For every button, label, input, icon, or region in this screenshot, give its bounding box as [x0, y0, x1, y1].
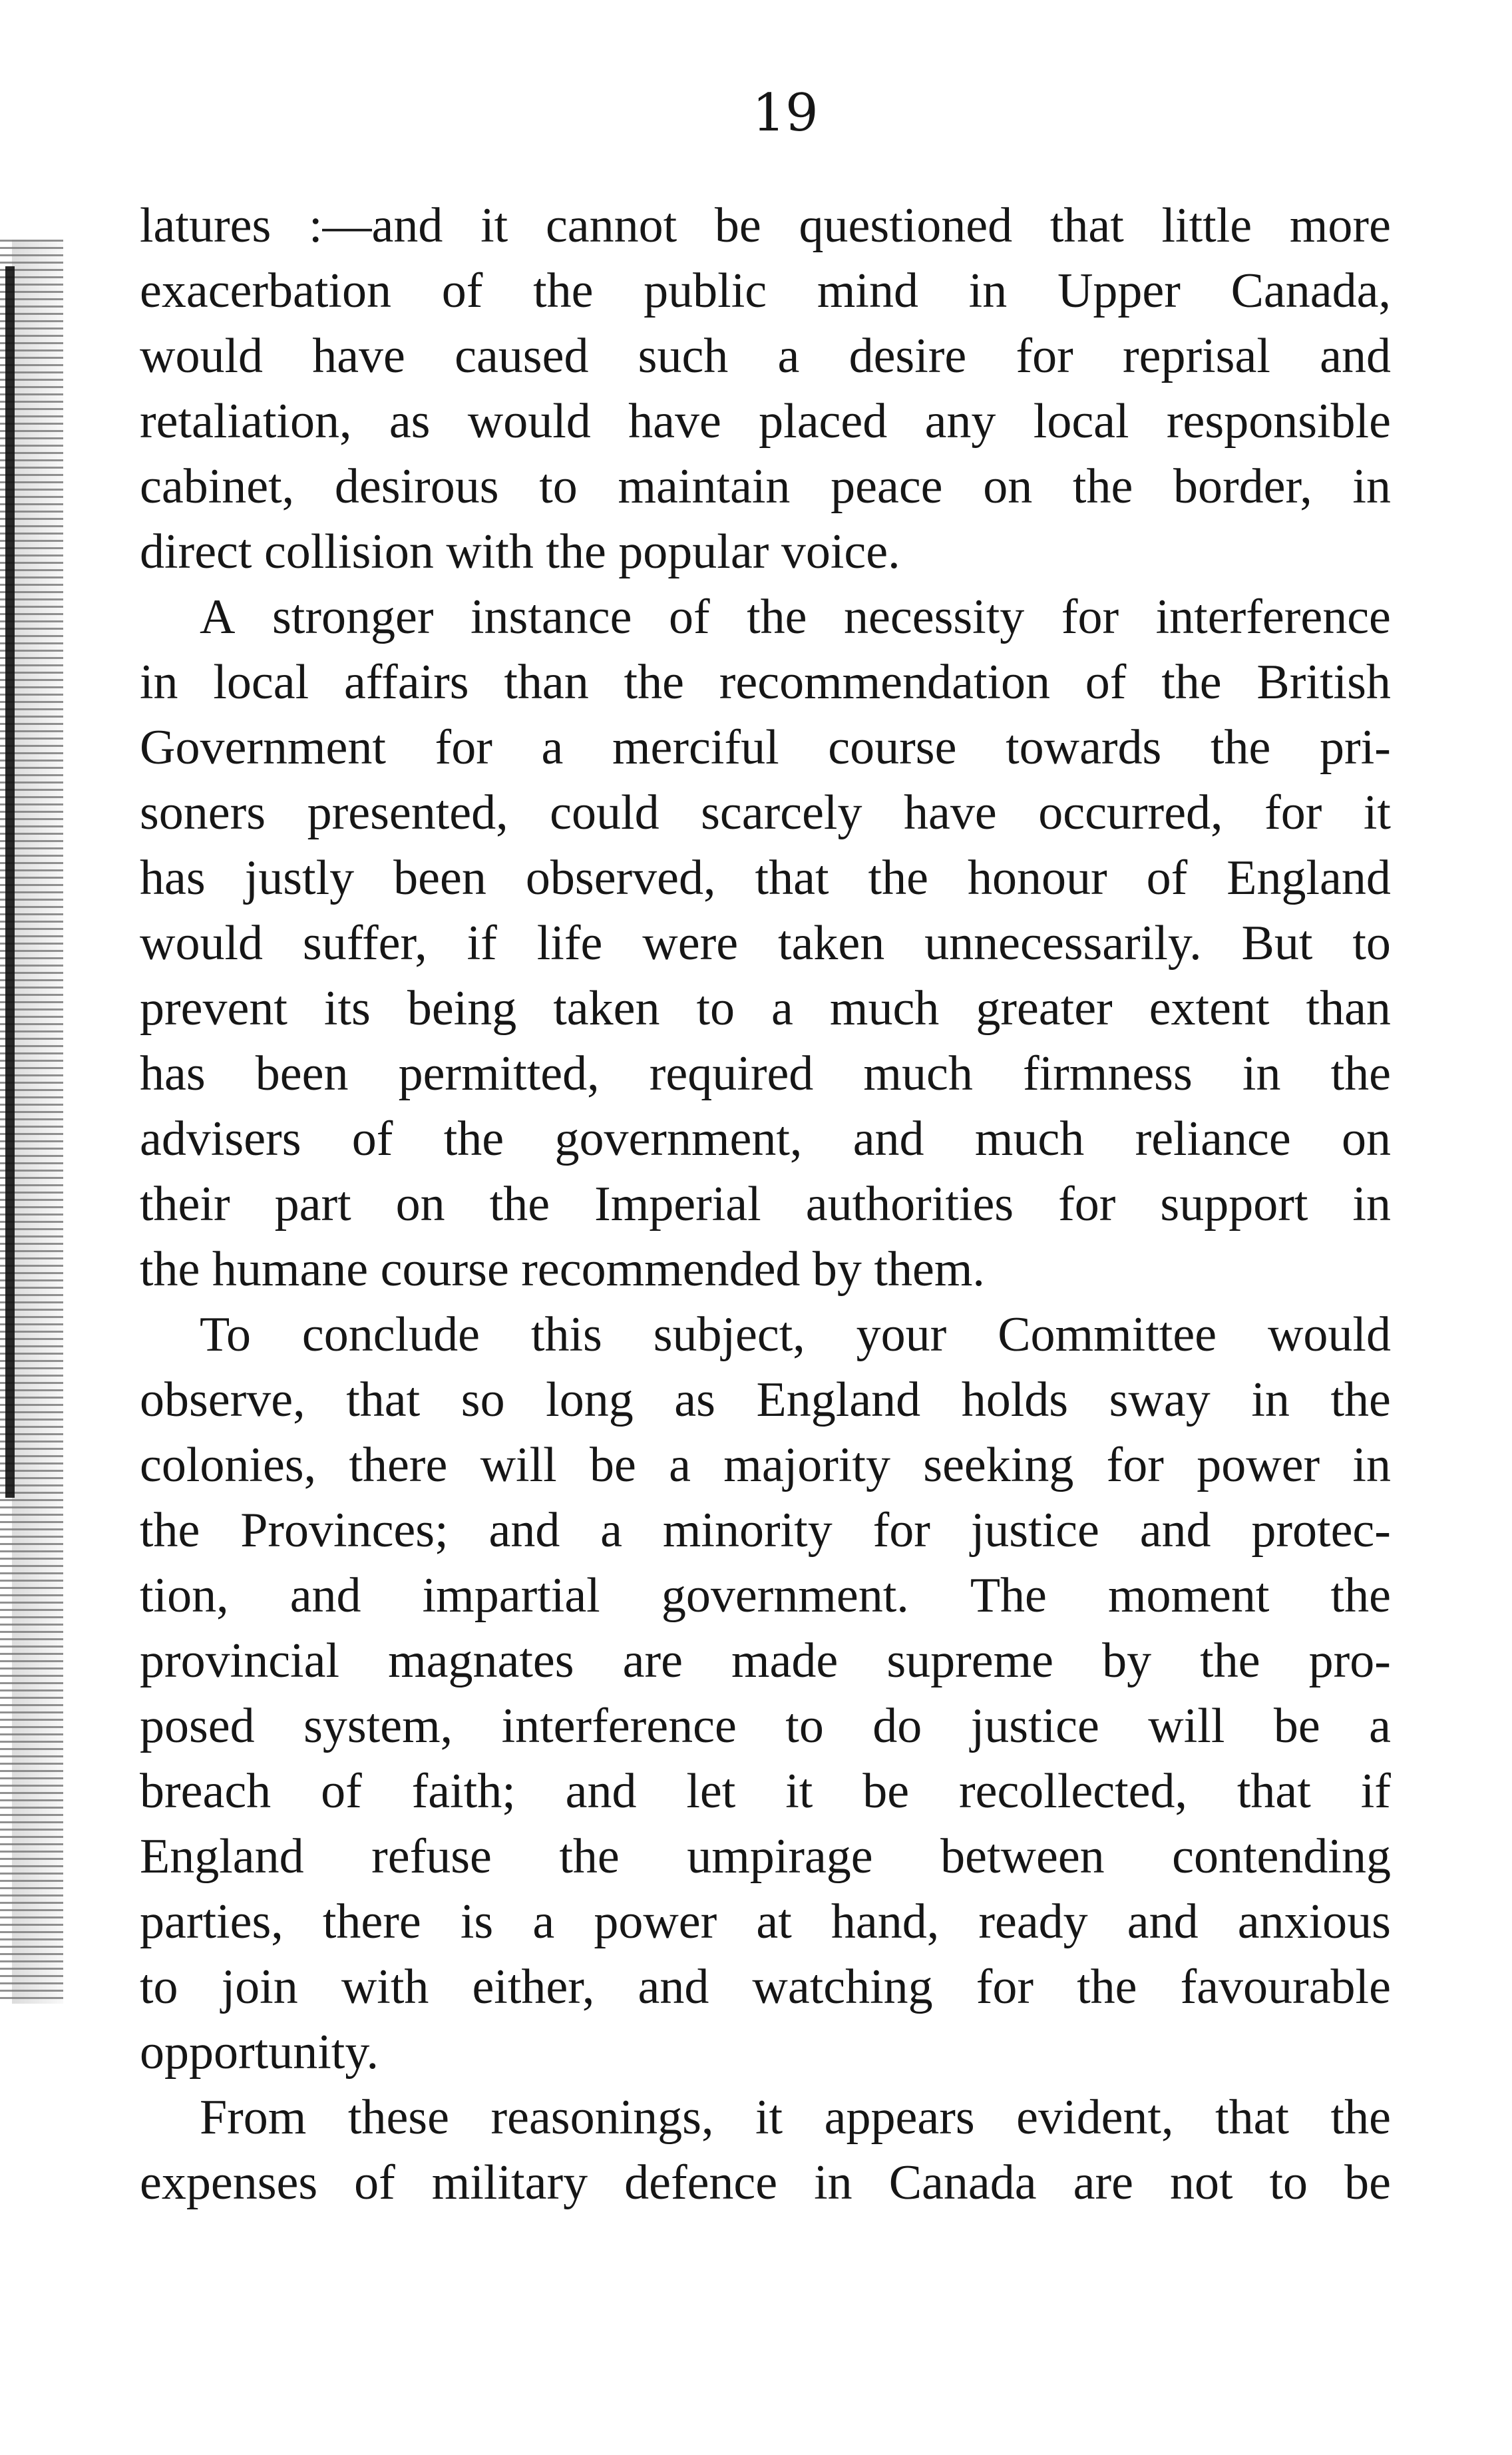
word: majority: [723, 1438, 890, 1492]
word: for: [1106, 1438, 1164, 1492]
word: has: [140, 851, 206, 905]
word: is: [460, 1895, 494, 1949]
word: and: [1320, 329, 1391, 383]
word: the: [1161, 655, 1222, 710]
word: it: [480, 198, 508, 253]
word: placed: [759, 394, 888, 449]
word: interference: [501, 1699, 737, 1753]
word: much: [974, 1112, 1085, 1166]
word: the: [443, 1112, 504, 1166]
word: merciful: [612, 720, 779, 775]
word: reprisal: [1122, 329, 1270, 383]
word: and: [638, 1960, 709, 2014]
word: that: [1049, 198, 1124, 253]
body-text: [140, 193, 1391, 2215]
word: been: [393, 851, 486, 905]
word: Government: [140, 720, 386, 775]
word: justice: [970, 1503, 1099, 1558]
word: pro-: [1308, 1634, 1391, 1688]
text-line: [140, 1824, 1391, 1889]
word: will: [1148, 1699, 1225, 1753]
text-line: [140, 324, 1391, 389]
word: life: [536, 916, 603, 971]
binding-edge-line: [5, 266, 15, 1498]
word: government,: [554, 1112, 803, 1166]
word: honour: [967, 851, 1107, 905]
text-line: [140, 1563, 1391, 1628]
word: the: [489, 1177, 550, 1231]
word: the: [747, 590, 807, 644]
word: being: [407, 981, 517, 1036]
word: exacerbation: [140, 264, 391, 318]
word: England: [1227, 851, 1391, 905]
word: the: [533, 264, 594, 318]
word: greater: [976, 981, 1113, 1036]
text-line: [140, 2085, 1391, 2150]
text-line: [140, 1106, 1391, 1172]
text-line: [140, 1889, 1391, 1954]
word: that: [755, 851, 829, 905]
word: subject,: [653, 1307, 805, 1362]
word: observed,: [525, 851, 716, 905]
word: to: [539, 459, 578, 514]
word: of: [354, 2155, 395, 2210]
text-line: [140, 1041, 1391, 1106]
text-line: [140, 2150, 1391, 2215]
word: in: [1352, 459, 1391, 514]
word: ready: [978, 1895, 1088, 1949]
text-line: [140, 715, 1391, 780]
word: their: [140, 1177, 230, 1231]
word: has: [140, 1046, 206, 1101]
word: power: [1197, 1438, 1320, 1492]
word: to: [785, 1699, 824, 1753]
word: in: [1352, 1438, 1391, 1492]
word: for: [976, 1960, 1034, 2014]
text-line: [140, 1172, 1391, 1237]
word: of: [668, 590, 710, 644]
word: there: [322, 1895, 421, 1949]
word: Committee: [998, 1307, 1217, 1362]
word: soners: [140, 785, 266, 840]
word: parties,: [140, 1895, 284, 1949]
word: moment: [1107, 1568, 1270, 1623]
word: required: [649, 1046, 814, 1101]
text-line: [140, 1367, 1391, 1433]
word: for: [1058, 1177, 1116, 1231]
word: scarcely: [701, 785, 862, 840]
text-line: [140, 1498, 1391, 1563]
text-line: [140, 519, 1391, 584]
word: colonies,: [140, 1438, 317, 1492]
line-text: the humane course recommended by them.: [140, 1242, 985, 1297]
word: cabinet,: [140, 459, 295, 514]
word: be: [1273, 1699, 1320, 1753]
word: conclude: [301, 1307, 480, 1362]
word: minority: [662, 1503, 833, 1558]
word: England: [756, 1373, 921, 1427]
word: at: [756, 1895, 792, 1949]
word: latures: [140, 198, 272, 253]
word: do: [872, 1699, 922, 1753]
word: that: [346, 1373, 421, 1427]
word: To: [200, 1307, 252, 1362]
text-line: [140, 1302, 1391, 1367]
word: between: [940, 1829, 1105, 1884]
word: extent: [1149, 981, 1270, 1036]
word: a: [541, 720, 564, 775]
word: the: [1330, 1373, 1391, 1427]
word: From: [200, 2090, 307, 2145]
word: peace: [831, 459, 943, 514]
word: hand,: [831, 1895, 940, 1949]
word: of: [1085, 655, 1127, 710]
word: if: [1360, 1764, 1391, 1819]
word: towards: [1006, 720, 1162, 775]
word: caused: [455, 329, 589, 383]
word: to: [696, 981, 735, 1036]
word: responsible: [1166, 394, 1391, 449]
word: a: [532, 1895, 555, 1949]
word: in: [1251, 1373, 1290, 1427]
page-number: 19: [752, 83, 819, 143]
word: to: [1352, 916, 1391, 971]
word: it: [755, 2090, 783, 2145]
word: anxious: [1237, 1895, 1391, 1949]
word: justly: [244, 851, 355, 905]
word: would: [140, 916, 263, 971]
word: than: [1306, 981, 1391, 1036]
text-line: [140, 1954, 1391, 2020]
word: recommendation: [719, 655, 1050, 710]
word: join: [221, 1960, 298, 2014]
word: authorities: [805, 1177, 1014, 1231]
word: posed: [140, 1699, 255, 1753]
word: to: [1269, 2155, 1308, 2210]
word: for: [1016, 329, 1073, 383]
word: support: [1160, 1177, 1308, 1231]
word: by: [1102, 1634, 1152, 1688]
word: to: [140, 1960, 178, 2014]
word: provincial: [140, 1634, 340, 1688]
text-line: [140, 650, 1391, 715]
word: military: [431, 2155, 588, 2210]
text-line: [140, 193, 1391, 258]
word: are: [1073, 2155, 1133, 2210]
word: Canada: [888, 2155, 1037, 2210]
text-line: [140, 780, 1391, 845]
word: Canada,: [1230, 264, 1391, 318]
text-line: [140, 1237, 1391, 1302]
word: reliance: [1135, 1112, 1291, 1166]
text-line: [140, 845, 1391, 911]
word: on: [395, 1177, 445, 1231]
word: British: [1256, 655, 1391, 710]
text-line: [140, 389, 1391, 454]
word: affairs: [343, 655, 469, 710]
word: border,: [1173, 459, 1312, 514]
word: maintain: [618, 459, 791, 514]
word: a: [669, 1438, 691, 1492]
word: not: [1169, 2155, 1233, 2210]
word: with: [341, 1960, 429, 2014]
word: much: [863, 1046, 973, 1101]
text-line: [140, 1433, 1391, 1498]
word: impartial: [422, 1568, 600, 1623]
word: be: [714, 198, 761, 253]
word: would: [467, 394, 591, 449]
word: breach: [140, 1764, 272, 1819]
word: of: [1146, 851, 1188, 905]
word: than: [504, 655, 589, 710]
word: the: [624, 655, 684, 710]
word: cannot: [545, 198, 677, 253]
word: of: [321, 1764, 362, 1819]
word: the: [1072, 459, 1133, 514]
word: mind: [817, 264, 918, 318]
word: taken: [553, 981, 660, 1036]
word: unnecessarily.: [924, 916, 1202, 971]
word: been: [255, 1046, 349, 1101]
word: long: [546, 1373, 634, 1427]
word: necessity: [844, 590, 1025, 644]
word: permitted,: [398, 1046, 600, 1101]
word: refuse: [371, 1829, 492, 1884]
word: have: [628, 394, 721, 449]
word: England: [140, 1829, 304, 1884]
word: recollected,: [958, 1764, 1187, 1819]
word: interference: [1155, 590, 1391, 644]
word: in: [968, 264, 1008, 318]
word: magnates: [388, 1634, 574, 1688]
word: taken: [777, 916, 885, 971]
word: be: [862, 1764, 910, 1819]
word: and: [565, 1764, 637, 1819]
line-text: direct collision with the popular voice.: [140, 525, 900, 579]
word: this: [530, 1307, 602, 1362]
word: public: [644, 264, 767, 318]
word: advisers: [140, 1112, 301, 1166]
word: suffer,: [302, 916, 427, 971]
word: power: [594, 1895, 717, 1949]
word: the: [868, 851, 928, 905]
word: let: [686, 1764, 736, 1819]
word: its: [323, 981, 371, 1036]
word: watching: [752, 1960, 933, 2014]
word: any: [924, 394, 996, 449]
word: would: [140, 329, 263, 383]
word: evident,: [1016, 2090, 1174, 2145]
word: pri-: [1320, 720, 1391, 775]
word: such: [638, 329, 729, 383]
word: the: [1200, 1634, 1260, 1688]
word: But: [1241, 916, 1313, 971]
word: it: [785, 1764, 813, 1819]
word: Imperial: [594, 1177, 761, 1231]
word: the: [1330, 2090, 1391, 2145]
word: for: [435, 720, 492, 775]
word: much: [829, 981, 940, 1036]
word: desire: [849, 329, 967, 383]
word: as: [674, 1373, 715, 1427]
word: little: [1161, 198, 1252, 253]
word: a: [1369, 1699, 1391, 1753]
word: it: [1363, 785, 1391, 840]
word: desirous: [334, 459, 499, 514]
text-line: [140, 258, 1391, 324]
word: that: [1236, 1764, 1311, 1819]
word: in: [1242, 1046, 1281, 1101]
word: supreme: [886, 1634, 1054, 1688]
text-line: [140, 1759, 1391, 1824]
word: if: [467, 916, 497, 971]
word: and: [289, 1568, 361, 1623]
word: course: [828, 720, 957, 775]
word: reasonings,: [490, 2090, 714, 2145]
word: part: [274, 1177, 351, 1231]
word: local: [213, 655, 309, 710]
word: a: [600, 1503, 623, 1558]
word: and: [852, 1112, 924, 1166]
word: are: [622, 1634, 683, 1688]
word: local: [1033, 394, 1129, 449]
word: on: [983, 459, 1033, 514]
word: holds: [961, 1373, 1069, 1427]
word: the: [1077, 1960, 1137, 2014]
word: these: [347, 2090, 449, 2145]
word: and: [1139, 1503, 1211, 1558]
text-line: [140, 584, 1391, 650]
word: occurred,: [1038, 785, 1223, 840]
word: retaliation,: [140, 394, 352, 449]
word: presented,: [307, 785, 508, 840]
word: defence: [624, 2155, 778, 2210]
word: firmness: [1022, 1046, 1193, 1101]
word: prevent: [140, 981, 287, 1036]
word: Upper: [1057, 264, 1181, 318]
word: The: [970, 1568, 1047, 1623]
word: be: [1344, 2155, 1391, 2210]
word: of: [441, 264, 483, 318]
word: favourable: [1180, 1960, 1391, 2014]
word: could: [550, 785, 660, 840]
word: sway: [1109, 1373, 1211, 1427]
text-line: [140, 2020, 1391, 2085]
word: that: [1215, 2090, 1289, 2145]
text-line: [140, 1628, 1391, 1693]
word: more: [1289, 198, 1391, 253]
word: the: [1330, 1568, 1391, 1623]
word: a: [777, 329, 800, 383]
word: for: [872, 1503, 930, 1558]
word: have: [312, 329, 405, 383]
word: the: [1330, 1046, 1391, 1101]
text-line: [140, 1693, 1391, 1759]
word: were: [642, 916, 739, 971]
word: have: [904, 785, 997, 840]
word: observe,: [140, 1373, 305, 1427]
text-line: [140, 454, 1391, 519]
word: the: [140, 1503, 200, 1558]
word: your: [856, 1307, 947, 1362]
word: justice: [970, 1699, 1099, 1753]
text-line: [140, 976, 1391, 1041]
word: expenses: [140, 2155, 318, 2210]
word: seeking: [923, 1438, 1074, 1492]
word: Provinces;: [240, 1503, 449, 1558]
word: a: [771, 981, 793, 1036]
line-text: opportunity.: [140, 2025, 379, 2080]
word: be: [589, 1438, 636, 1492]
word: in: [1352, 1177, 1391, 1231]
word: system,: [303, 1699, 453, 1753]
word: for: [1264, 785, 1322, 840]
word: instance: [470, 590, 632, 644]
word: as: [389, 394, 431, 449]
word: :—and: [308, 198, 443, 253]
word: in: [814, 2155, 852, 2210]
word: questioned: [799, 198, 1013, 253]
word: made: [731, 1634, 839, 1688]
word: appears: [824, 2090, 975, 2145]
word: contending: [1172, 1829, 1391, 1884]
word: on: [1342, 1112, 1391, 1166]
word: in: [140, 655, 178, 710]
word: there: [349, 1438, 448, 1492]
word: government.: [661, 1568, 909, 1623]
word: tion,: [140, 1568, 229, 1623]
word: of: [351, 1112, 393, 1166]
word: would: [1267, 1307, 1391, 1362]
word: umpirage: [687, 1829, 873, 1884]
word: either,: [472, 1960, 595, 2014]
word: protec-: [1251, 1503, 1391, 1558]
word: the: [1211, 720, 1271, 775]
word: A: [200, 590, 236, 644]
word: for: [1061, 590, 1119, 644]
word: faith;: [411, 1764, 516, 1819]
word: and: [488, 1503, 560, 1558]
word: stronger: [272, 590, 434, 644]
word: so: [461, 1373, 505, 1427]
word: will: [480, 1438, 557, 1492]
word: and: [1127, 1895, 1199, 1949]
word: the: [559, 1829, 620, 1884]
text-line: [140, 911, 1391, 976]
